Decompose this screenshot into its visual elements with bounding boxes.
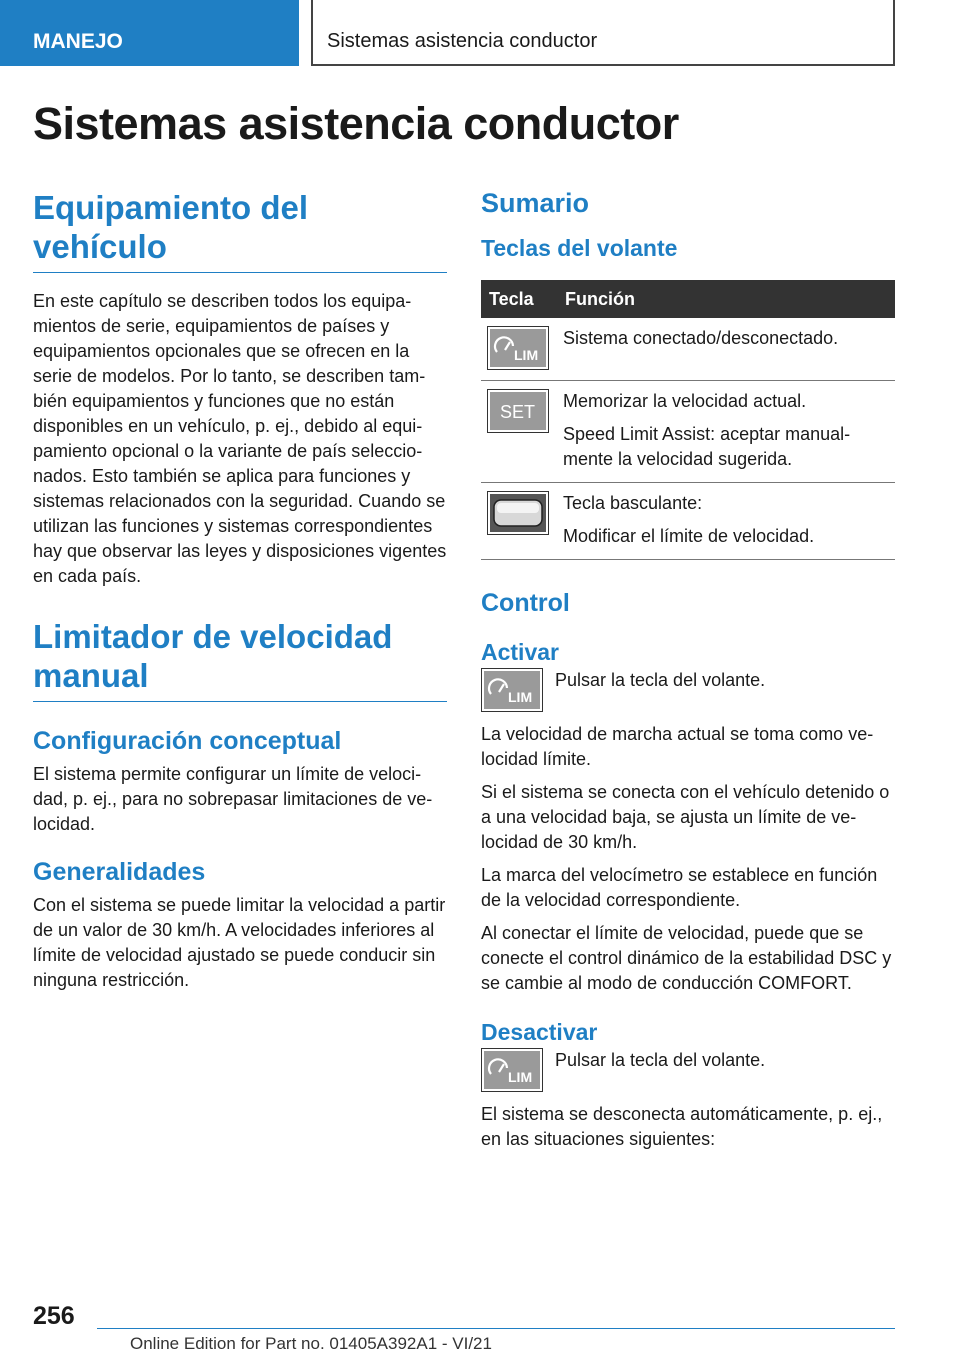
function-line: Tecla basculante: <box>563 493 703 513</box>
table-header-row <box>481 280 895 318</box>
keys-heading: Teclas del volante <box>481 235 678 261</box>
steering-keys-table <box>481 280 895 560</box>
activate-paragraph: La marca del velocímetro se establece en función de la velocidad correspondiente. <box>481 865 878 910</box>
key-cell <box>481 483 557 560</box>
key-cell <box>481 318 557 381</box>
footer-edition: Online Edition for Part no. 01405A392A1 - VI/21 <box>130 1334 492 1353</box>
svg-text:SET: SET <box>500 402 536 422</box>
lim-button-icon <box>487 326 549 370</box>
table-header-function: Función <box>557 280 895 318</box>
header-section-tab <box>0 0 299 66</box>
activate-instruction <box>481 668 895 712</box>
function-cell <box>557 381 895 483</box>
concept-text: El sistema permite configurar un límite de velocidad, p. ej., para no sobrepasar limitaciones de velocidad. <box>33 764 433 834</box>
footer-rule <box>97 1328 895 1329</box>
activate-heading: Activar <box>481 639 559 665</box>
svg-text:LIM: LIM <box>514 347 539 363</box>
header-chapter-box <box>311 0 895 66</box>
function-cell <box>557 318 895 381</box>
concept-heading: Configuración conceptual <box>33 727 342 755</box>
activate-paragraph: Al conectar el límite de velocidad, puede que se conecte el control dinámico de la estabilidad DSC y se cambie al modo de conducción COMFORT. <box>481 923 892 993</box>
right-column <box>481 188 895 1152</box>
deactivate-heading: Desactivar <box>481 1019 598 1045</box>
set-button-icon <box>487 389 549 433</box>
activate-paragraph: La velocidad de marcha actual se toma como velocidad límite. <box>481 724 874 769</box>
svg-text:LIM: LIM <box>508 689 533 705</box>
table-row <box>481 318 895 381</box>
lim-button-icon <box>481 668 543 712</box>
deactivate-instruction <box>481 1048 895 1092</box>
summary-heading: Sumario <box>481 188 590 218</box>
limiter-heading: Limitador de velocidad manual <box>33 618 393 694</box>
header-section-label: MANEJO <box>33 30 123 53</box>
page-number: 256 <box>33 1302 75 1330</box>
equipment-heading: Equipamiento del vehículo <box>33 188 447 273</box>
general-text: Con el sistema se puede limitar la velocidad a partir de un valor de 30 km/h. A velocidades inferiores al límite de velocidad ajustado se puede conducir sin ninguna restricción. <box>33 895 446 990</box>
table-row <box>481 483 895 560</box>
key-cell <box>481 381 557 483</box>
function-line: Sistema conectado/desconectado. <box>563 328 839 348</box>
general-heading: Generalidades <box>33 858 206 886</box>
table-row <box>481 381 895 483</box>
activate-icon-text: Pulsar la tecla del volante. <box>555 670 766 690</box>
lim-button-icon <box>481 1048 543 1092</box>
function-line: Modificar el límite de velocidad. <box>563 526 815 546</box>
equipment-text: En este capítulo se describen todos los equipamientos de serie, equipamientos de países y equipamientos opcionales que se ofrecen en la serie de modelos. Por lo tanto, se describen también equipamientos y funciones que no están disponibles en un vehículo, p. ej., debido al equipamiento opcional o la variante de país seleccionados. Esto también se aplica para funciones y sistemas relacionados con la seguridad. Cuando se utilizan las funciones y sistemas correspondientes hay que observar las leyes y disposiciones vigentes en cada país. <box>33 291 447 586</box>
activate-paragraph: Si el sistema se conecta con el vehículo detenido o a una velocidad baja, se ajusta un límite de velocidad de 30 km/h. <box>481 782 890 852</box>
table-header-key: Tecla <box>481 280 557 318</box>
svg-text:LIM: LIM <box>508 1069 533 1085</box>
function-cell <box>557 483 895 560</box>
page-title: Sistemas asistencia conductor <box>33 98 679 149</box>
deactivate-paragraph: El sistema se desconecta automáticamente, p. ej., en las situaciones siguientes: <box>481 1104 883 1149</box>
deactivate-icon-text: Pulsar la tecla del volante. <box>555 1050 766 1070</box>
function-line: Speed Limit Assist: aceptar manualmente la velocidad sugerida. <box>563 424 851 469</box>
function-line: Memorizar la velocidad actual. <box>563 391 807 411</box>
left-column <box>33 188 447 993</box>
header-chapter-label: Sistemas asistencia conductor <box>327 30 598 52</box>
rocker-switch-icon <box>487 491 549 535</box>
control-heading: Control <box>481 589 570 617</box>
